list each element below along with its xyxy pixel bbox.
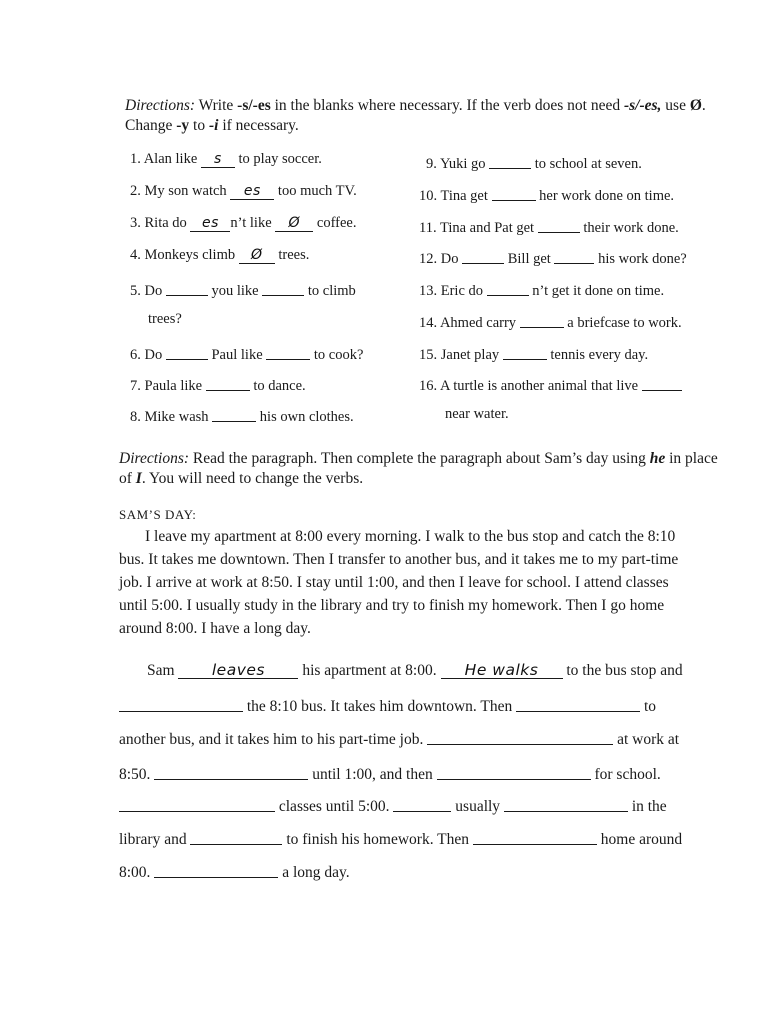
fill-line-4: 8:50. until 1:00, and then for school. [119,762,661,784]
exercise-item-5: 5. Do you like to climb [130,279,356,300]
answer-blank[interactable]: leaves [178,662,298,679]
exercise-item-13: 13. Eric do n’t get it done on time. [419,279,664,300]
answer-blank[interactable] [489,153,531,169]
answer-blank[interactable] [516,695,640,712]
directions-label: Directions: [125,97,196,114]
answer-blank[interactable]: es [190,216,230,232]
exercise-item-10: 10. Tina get her work done on time. [419,184,674,205]
answer-blank[interactable] [473,828,597,845]
answer-blank[interactable] [154,763,308,780]
exercise-item-3: 3. Rita do es n’t like Ø coffee. [130,215,357,231]
exercise-item-7: 7. Paula like to dance. [130,374,306,395]
answer-blank[interactable] [119,695,243,712]
exercise-item-14: 14. Ahmed carry a briefcase to work. [419,311,682,332]
answer-blank[interactable]: Ø [239,248,275,264]
fill-line-7: 8:00. a long day. [119,860,350,882]
answer-blank[interactable] [437,763,591,780]
answer-blank[interactable]: es [230,184,274,200]
answer-blank[interactable] [642,375,682,391]
fill-line-1: Sam leaves his apartment at 8:00. He walks to the bus stop and [147,661,683,679]
answer-blank[interactable] [538,217,580,233]
exercise-item-16-continued: near water. [445,406,509,422]
paragraph-line: job. I arrive at work at 8:50. I stay until 1:00, and then I leave for school. I attend classes [119,574,669,591]
directions-line-1: Directions: Write -s/-es in the blanks where necessary. If the verb does not need -s/-es, use Ø. [125,97,706,114]
exercise-item-1: 1. Alan like s to play soccer. [130,151,322,167]
exercise-item-2: 2. My son watch es too much TV. [130,183,357,199]
paragraph-line: I leave my apartment at 8:00 every morning. I walk to the bus stop and catch the 8:10 [145,528,676,545]
answer-blank[interactable] [119,795,275,812]
sams-day-title: SAM’S DAY: [119,507,197,522]
exercise-item-5-continued: trees? [148,311,182,327]
directions-line-2: Change -y to -i if necessary. [125,117,299,134]
fill-line-2: the 8:10 bus. It takes him downtown. Then to [119,694,656,716]
directions-label: Directions: [119,450,190,467]
fill-line-5: classes until 5:00. usually in the [119,794,667,816]
answer-blank[interactable] [462,248,504,264]
directions-2-line-1: Directions: Read the paragraph. Then complete the paragraph about Sam’s day using he in place [119,450,718,467]
answer-blank[interactable] [262,280,304,296]
exercise-item-11: 11. Tina and Pat get their work done. [419,216,679,237]
answer-blank[interactable] [520,312,564,328]
answer-blank[interactable] [393,795,451,812]
answer-blank[interactable] [503,344,547,360]
answer-blank[interactable] [266,344,310,360]
exercise-item-6: 6. Do Paul like to cook? [130,343,363,364]
answer-blank[interactable] [504,795,628,812]
fill-line-6: library and to finish his homework. Then home around [119,827,682,849]
exercise-item-4: 4. Monkeys climb Ø trees. [130,247,310,263]
fill-line-3: another bus, and it takes him to his part-time job. at work at [119,727,679,749]
answer-blank[interactable]: He walks [441,662,563,679]
paragraph-line: until 5:00. I usually study in the library and try to finish my homework. Then I go home [119,597,665,614]
answer-blank[interactable] [166,344,208,360]
answer-blank[interactable] [212,406,256,422]
answer-blank[interactable] [427,728,613,745]
paragraph-line: bus. It takes me downtown. Then I transfer to another bus, and it takes me to my part-time [119,551,679,568]
paragraph-line: around 8:00. I have a long day. [119,620,311,637]
answer-blank[interactable]: Ø [275,216,313,232]
answer-blank[interactable] [206,375,250,391]
answer-blank[interactable] [166,280,208,296]
exercise-item-15: 15. Janet play tennis every day. [419,343,648,364]
exercise-item-8: 8. Mike wash his own clothes. [130,405,354,426]
exercise-item-9: 9. Yuki go to school at seven. [426,152,642,173]
exercise-item-12: 12. Do Bill get his work done? [419,247,687,268]
answer-blank[interactable] [554,248,594,264]
answer-blank[interactable] [154,861,278,878]
exercise-item-16: 16. A turtle is another animal that live [419,374,682,395]
answer-blank[interactable] [190,828,282,845]
answer-blank[interactable] [492,185,536,201]
directions-2-line-2: of I. You will need to change the verbs. [119,470,364,487]
answer-blank[interactable] [487,280,529,296]
answer-blank[interactable]: s [201,152,235,168]
